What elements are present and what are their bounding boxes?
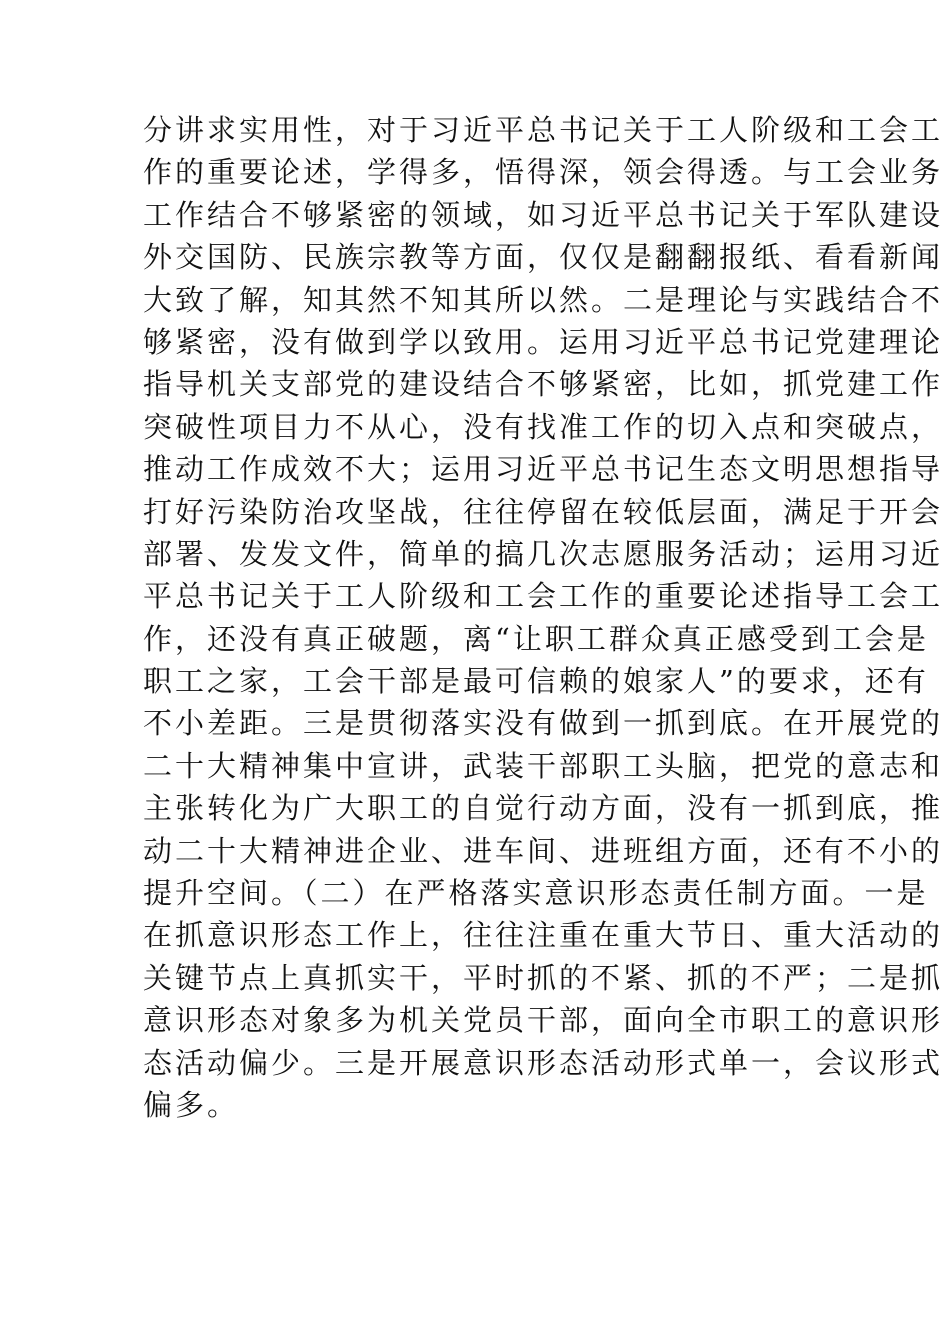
text-line: 推动工作成效不大；运用习近平总书记生态文明思想指导 <box>143 452 944 487</box>
text-line: 分讲求实用性，对于习近平总书记关于工人阶级和工会工 <box>143 113 944 147</box>
text-line: 够紧密，没有做到学以致用。运用习近平总书记党建理论 <box>143 324 944 359</box>
text-line: 职工之家，工会干部是最可信赖的娘家人”的要求，还有 <box>143 664 929 699</box>
text-line: 主张转化为广大职工的自觉行动方面，没有一抓到底，推 <box>143 791 944 826</box>
text-line: 关键节点上真抓实干，平时抓的不紧、抓的不严；二是抓 <box>143 960 944 995</box>
text-line: 大致了解，知其然不知其所以然。二是理论与实践结合不 <box>143 282 944 317</box>
text-line: 作，还没有真正破题，离“让职工群众真正感受到工会是 <box>143 621 929 656</box>
text-line: 态活动偏少。三是开展意识形态活动形式单一，会议形式 <box>143 1045 944 1080</box>
text-line: 外交国防、民族宗教等方面，仅仅是翻翻报纸、看看新闻 <box>143 240 944 275</box>
text-line: 动二十大精神进企业、进车间、进班组方面，还有不小的 <box>143 833 944 868</box>
text-line: 意识形态对象多为机关党员干部，面向全市职工的意识形 <box>143 1003 944 1038</box>
body-text <box>143 109 944 1126</box>
text-line: 指导机关支部党的建设结合不够紧密，比如，抓党建工作 <box>143 367 944 402</box>
text-line: 部署、发发文件，简单的搞几次志愿服务活动；运用习近 <box>143 536 944 571</box>
text-line: 不小差距。三是贯彻落实没有做到一抓到底。在开展党的 <box>143 706 944 741</box>
text-line: 平总书记关于工人阶级和工会工作的重要论述指导工会工 <box>143 579 944 614</box>
text-line: 二十大精神集中宣讲，武装干部职工头脑，把党的意志和 <box>143 748 944 783</box>
text-line: 偏多。 <box>143 1087 240 1122</box>
text-line: 作的重要论述，学得多，悟得深，领会得透。与工会业务 <box>143 155 944 190</box>
text-line: 打好污染防治攻坚战，往往停留在较低层面，满足于开会 <box>143 494 944 529</box>
text-line: 突破性项目力不从心，没有找准工作的切入点和突破点， <box>143 409 944 444</box>
text-line: 提升空间。（二）在严格落实意识形态责任制方面。一是 <box>143 876 929 911</box>
text-line: 在抓意识形态工作上，往往注重在重大节日、重大活动的 <box>143 918 944 953</box>
text-line: 工作结合不够紧密的领域，如习近平总书记关于军队建设 <box>143 197 944 232</box>
